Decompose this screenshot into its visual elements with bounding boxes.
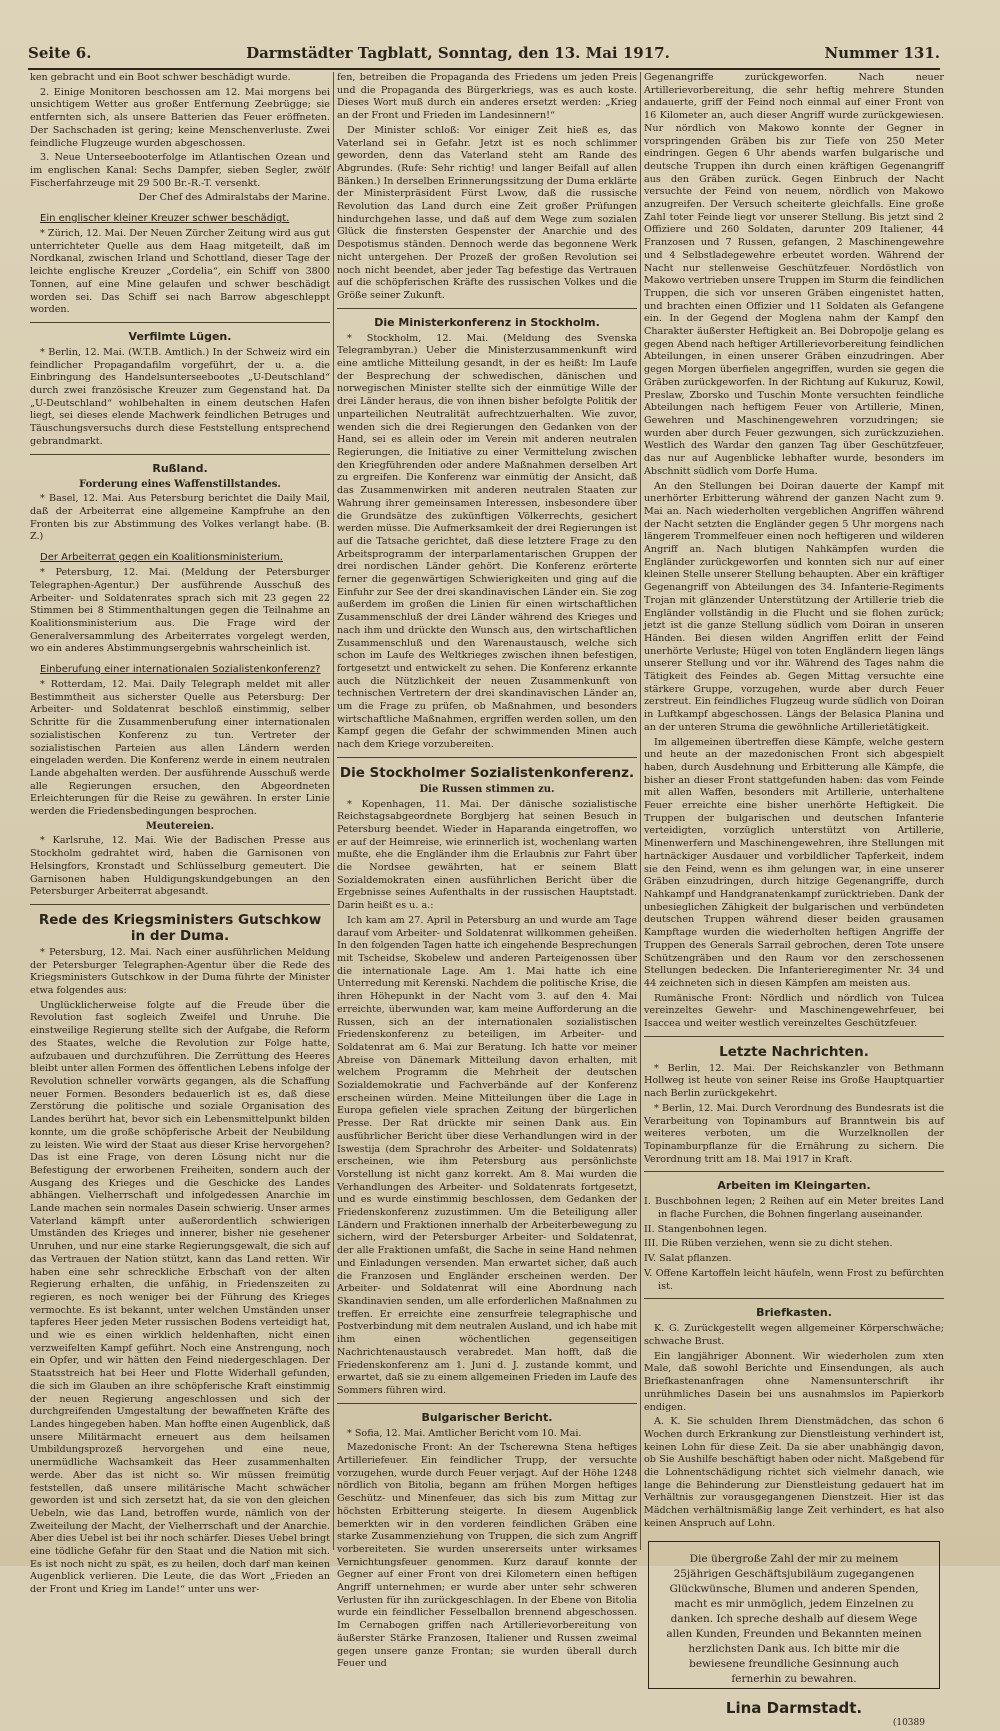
- paragraph: Mazedonische Front: An der Tscherewna Stena heftiges Artilleriefeuer. Ein feindlicher Trupp, der versuchte vorzugehen, wurde durch Feuer verjagt. Auf der Höhe 1248 nördlich von Bitolia, begann am frühen Morgen heftiges Geschütz- und Minenfeuer, das sich bis zum Mittag zur höchsten Erbitterung steigerte. In diesem Augenblick bemerkten wir in den vorderen feindlichen Gräben eine starke Zusammenziehung von Truppen, die sich zum Angriff vorbereiteten. Sie wurden unsererseits unter wirksames Vernichtungsfeuer genommen. Kurz darauf konnte der Gegner auf einer Front von drei Kilometern einen heftigen Angriff unternehmen; er wurde aber unter sehr schweren Verlusten für ihn zurückgeschlagen. In der Ebene von Bitolia wurde ein feindlicher Fesselballon brennend abgeschossen. Im Cernabogen griffen nach Artillerievorbereitung von äußerster Stärke Franzosen, Italiener und Russen zweimal gegen unsere ganze Frontan; sie wurden überall durch Feuer und: [337, 1442, 637, 1670]
- signature: Der Chef des Admiralstabs der Marine.: [138, 192, 330, 204]
- paragraph: * Berlin, 12. Mai. Durch Verordnung des Bundesrats ist die Verarbeitung von Topinamburs auf Branntwein bis auf weiteres verboten, um die Wurzelknollen der Topinamburpflanze für die Ernährung zu sichern. Die Verordnung tritt am 18. Mai 1917 in Kraft.: [644, 1102, 944, 1165]
- paragraph: fen, betreiben die Propaganda des Friedens um jeden Preis und die Propaganda des Bürgerkriegs, was es auch koste. Dieses Wort muß durch ein anderes ersetzt werden: „Krieg an der Front und Frieden im Landesinnern!“: [337, 72, 637, 122]
- paragraph: * Rotterdam, 12. Mai. Daily Telegraph meldet mit aller Bestimmtheit aus sicherster Quelle aus Petersburg: Der Arbeiter- und Soldatenrat beschloß einstimmig, selber Schritte für die Zusammenberufung einer internationalen sozialistischen Konferenz zu tun. Vertreter der sozialistischen Parteien aus allen Ländern werden eingeladen werden. Die Konferenz werde in einem neutralen Lande abgehalten werden. Der ausführende Ausschuß werde alle Regierungen ersuchen, den Abgeordneten Erleichterungen für die Reise zu gewähren. In erster Linie werden die Friedensbedingungen besprochen.: [30, 679, 330, 818]
- column-divider: [333, 72, 334, 1550]
- list-item: IV. Salat pflanzen.: [644, 1253, 732, 1265]
- subheading: Meutereien.: [145, 820, 215, 832]
- article-heading: Die Stockholmer Sozialistenkonferenz.: [339, 764, 635, 781]
- paragraph: Unglücklicherweise folgte auf die Freude über die Revolution fast sogleich Zweifel und Unruhe. Die einstweilige Regierung stellte sich der Aufgabe, die Reform des Staates, welche die Revolution zur Folge hatte, aufzubauen und durchzuführen. Die Zerrüttung des Heeres bleibt unter allen Formen des öffentlichen Lebens infolge der Revolution schneller vorwärts gegangen, als die Schaffung neuer Formen. Besonders bedauerlich ist es, daß diese Zerstörung die politische und soziale Organisation des Landes berührt hat, bevor sich ein Lebensmittelpunkt bilden konnte, um die große schöpferische Arbeit der Neubildung zu leisten. Wie wird der Staat aus dieser Krise hervorgehen? Das ist eine Frage, von deren Lösung nicht nur die Befestigung der erworbenen Freiheiten, sondern auch der Ausgang des Krieges und die Geschicke des Landes abhängen. Vielherrschaft und infolgedessen Anarchie im Lande machen sein normales Dasein schwierig. Unser armes Vaterland kämpft unter außerordentlich schwierigen Umständen des Krieges und innerer, bisher nie gesehener Unruhen, und nur eine starke Regierungsgewalt, die sich auf das Vertrauen der Nation stützt, kann das Land retten. Wir haben eine sehr schreckliche Erbschaft von der alten Regierung erhalten, die unfähig, in Friedenszeiten zu regieren, es noch weniger bei der Führung des Krieges vermochte. Es ist bekannt, unter welchen Umständen unser tapferes Heer jeden Meter russischen Bodens verteidigt hat, und wie es einen wirklich heldenhaften, nicht einen verzweifelten Kampf geführt. Noch eine Anstrengung, noch ein Opfer, und wir hätten den Feind niedergeschlagen. Der Staatsstreich hat bei Heer und Flotte Widerhall gefunden, die sich im Glauben an ihre schöpferische Kraft einstimmig der neuen Regierung angeschlossen und sich der durchgreifenden Umgestaltung der bewaffneten Kräfte des Landes hingegeben haben. Man hoffte einen Augenblick, daß unsere Militärmacht erneuert aus dem heilsamen Umbildungsprozeß hervorgehen und eine neue, unermüdliche Wachsamkeit das Heer zusammenhalten werde. Aber das ist nicht so. Wir müssen freimütig feststellen, daß unsere militärische Macht schwächer geworden ist und sich zersetzt hat, da sie von den gleichen Uebeln, wie das Land, betroffen wurde, nämlich von der Zweiteilung der Macht, der Vielherrschaft und der Anarchie. Aber dies Uebel ist bei ihr noch schärfer. Dieses Uebel bringt eine tödliche Gefahr für den Staat und die Nation mit sich. Es ist noch nicht zu spät, es zu heilen, doch darf man keinen Augenblick verlieren. Die Leute, die das Wort „Frieden an der Front und Krieg im Lande!“ unter uns wer-: [30, 999, 330, 1596]
- paragraph: * Petersburg, 12. Mai. (Meldung der Petersburger Telegraphen-Agentur.) Der ausführende Ausschuß des Arbeiter- und Soldatenrates sprach sich mit 23 gegen 22 Stimmen bei 8 Stimmenthaltungen gegen die Teilnahme an Koalitionsministerium aus. Die Frage wird der Generalversammlung des Arbeiterrates vorgelegt werden, wo ein anderes Abstimmungsergebnis wahrscheinlich ist.: [30, 567, 330, 655]
- paragraph: Gegenangriffe zurückgeworfen. Nach neuer Artillerievorbereitung, die sehr heftig mehrere Stunden andauerte, griff der Feind noch einmal auf einer Front von 16 Kilometer an, auch dieser Angriff wurde zurückgewiesen. Nur nördlich von Makowo konnte der Gegner in vorspringenden Gräben bis zur Tiefe von 250 Meter eindringen. Gegen 6 Uhr abends warfen bulgarische und deutsche Truppen ihn durch einen kräftigen Gegenangriff aus den Gräben zurück. Gegen Einbruch der Nacht versuchte der Feind von neuem, nördlich von Makowo anzugreifen. Der Versuch scheiterte gleichfalls. Eine große Zahl toter Feinde liegt vor unserer Stellung. Bis jetzt sind 2 Offiziere und 260 Soldaten, darunter 209 Italiener, 44 Franzosen und 7 Russen, gefangen, 2 Maschinengewehre und 4 Selbstladegewehre erbeutet worden. Während der Nacht nur stellenweise Geschützfeuer. Nordöstlich von Makowo vertrieben unsere Truppen im Sturm die feindlichen Truppen, die sich vor unseren Gräben eingenistet hatten, und brachten einen Offizier und 11 Soldaten als Gefangene ein. In der Gegend der Moglena nahm der Kampf den Charakter äußerster Heftigkeit an. Bei Dobropolje gelang es gegen Abend nach heftiger Artillerievorbereitung feindlichen Abteilungen, in einen unserer Gräben einzudringen. Aber gegen Morgen überfielen angegriffen, wurden sie gegen die Gräben zurückgeworfen. In der Richtung auf Kukuruz, Kowil, Preslaw, Zborsko und Tuschin Monte versuchten feindliche Abteilungen nach heftigem Feuer von Artillerie, Minen, Gewehren und Maschinengewehren vorzudringen; sie wurden aber durch Feuer gezwungen, sich zurückzuziehen. Westlich des Wardar den ganzen Tag über Geschützfeuer, das nur auf Augenblicke lebhafter wurde, besonders im Abschnitt südlich vom Dorfe Huma.: [644, 72, 944, 477]
- divider: [337, 1403, 637, 1404]
- paragraph: * Berlin, 12. Mai. Der Reichskanzler von Bethmann Hollweg ist heute von seiner Reise ins Große Hauptquartier nach Berlin zurückgekehrt.: [644, 1062, 944, 1100]
- article-heading: Letzte Nachrichten.: [719, 1043, 869, 1060]
- paragraph: * Petersburg, 12. Mai. Nach einer ausführlichen Meldung der Petersburger Telegraphen-Agentur über die Rede des Kriegsministers Gutschkow in der Duma führte der Minister etwa folgendes aus:: [30, 946, 330, 997]
- subheading: Die Russen stimmen zu.: [419, 783, 555, 795]
- paragraph: * Berlin, 12. Mai. (W.T.B. Amtlich.) In der Schweiz wird ein feindlicher Propagandafilm vorgeführt, der u. a. die Einbringung des Handelsunterseebootes „U-Deutschland“ durch zwei französische Kreuzer zum Gegenstand hat. Da „U-Deutschland“ wohlbehalten in einem deutschen Hafen liegt, sei dieses elende Machwerk feindlichen Betruges und Täuschungsversuchs durch diese Feststellung entsprechend gebrandmarkt.: [30, 346, 330, 447]
- divider: [337, 757, 637, 758]
- paragraph: Im allgemeinen übertreffen diese Kämpfe, welche gestern und heute an der mazedonischen Front sich abgespielt haben, durch Ausdehnung und Erbitterung alle Kämpfe, die bisher an dieser Front stattgefunden haben: das vom Feinde mit allen Waffen, besonders mit Artillerie, unterhaltene Feuer erreichte eine bisher unerhörte Heftigkeit. Die Truppen der bulgarischen und deutschen Infanterie verteidigten, vorzüglich unterstützt von Artillerie, Minenwerfern und Maschinengewehren, ihre Stellungen mit hartnäckiger Ausdauer und vorbildlicher Tapferkeit, indem sie den Feind, wenn es ihm gelungen war, in eine unserer Gräben einzudringen, durch hitzige Gegenangriffe, durch Nahkampf und Handgranatenkampf zurücktrieben. Dank der unbesieglichen Zähigkeit der bulgarischen und verbündeten deutschen Truppen während dieser beiden grausamen Kampftage wurden die wiederholten heftigen Angriffe der Truppen des Generals Sarrail gebrochen, deren Tote unsere Schützengräben und den Raum vor den zerschossenen Stellungen bedecken. Die Infanterieregimenter Nr. 34 und 44 zeichneten sich in diesen Kämpfen am meisten aus.: [644, 736, 944, 989]
- paragraph: An den Stellungen bei Doiran dauerte der Kampf mit unerhörter Erbitterung während der ganzen Nacht zum 9. Mai an. Nach wiederholten vergeblichen Angriffen während der Nacht setzten die Engländer gegen 5 Uhr morgens nach längerem Trommelfeuer einen noch heftigeren und wilderen Angriff an. Nach blutigen Nahkämpfen wurden die Engländer zurückgeworfen und konnten sich nur auf einer kleinen Stelle unserer Stellung behaupten. Aber ein kräftiger Gegenangriff von Abteilungen des 34. Infanterie-Regiments Trojan mit glänzender Unterstützung der Artillerie trieb die Engländer vollständig in die Flucht und sie flohen zurück; jetzt ist die ganze Stellung südlich vom Doiran in unseren Händen. Bei diesen wilden Angriffen erlitt der Feind unerhörte Verluste; Hügel von toten Engländern liegen längs unserer Stellung und vor ihr. Während des Tages nahm die Tätigkeit des Feindes ab. Gegen Mittag versuchte eine stärkere Gruppe, vorzugehen, wurde aber durch Feuer zerstreut. Ein feindliches Flugzeug wurde südlich von Doiran in Luftkampf abgeschossen. Längs der Belasica Planina und an der unteren Struma die gewöhnliche Artillerietätigkeit.: [644, 480, 944, 733]
- paragraph: Ich kam am 27. April in Petersburg an und wurde am Tage darauf vom Arbeiter- und Soldatenrat willkommen geheißen. In den folgenden Tagen hatte ich eingehende Besprechungen mit Tscheidse, Skobelew und anderen Parteigenossen über die internationale Lage. Am 1. Mai hatte ich eine Unterredung mit Kerenski. Nachdem die politische Krise, die ihren Höhepunkt in der Nacht vom 3. auf den 4. Mai erreichte, überwunden war, kam meine Aufforderung an die Russen, sich an der internationalen sozialistischen Friedenskonferenz zu beteiligen, im Arbeiter- und Soldatenrat am 6. Mai zur Beratung. Ich hatte vor meiner Abreise von Dänemark Mitteilung davon erhalten, mit welchem Programm die Mehrheit der deutschen Sozialdemokratie und Fachverbände auf der Konferenz erscheinen würden. Meine Mitteilungen über die Lage in Europa gefielen viele sprachen Zeitung der bürgerlichen Presse. Der Rat drückte mir seinen Dank aus. Ein ausführlicher Bericht über diese Verhandlungen wird in der Iswestija (dem Sprachrohr des Arbeiter- und Soldatenrats) erscheinen, wie ihm Petersburg aus persönlichste Vorstellung ist nicht ganz korrekt. Am 8. Mai wurden die Verhandlungen des Arbeiter- und Soldatenrats fortgesetzt, und es wurde einstimmig beschlossen, dem Gedanken der Friedenskonferenz zuzustimmen. Um die Beteiligung aller Ländern und Fraktionen innerhalb der Arbeiterbewegung zu sichern, wird der Petersburger Arbeiter- und Soldatenrat, der alle Fraktionen umfaßt, die Sache in seine Hand nehmen und Einladungen versenden. Man erwartet sicher, daß auch die Franzosen und Engländer erscheinen werden. Der Arbeiter- und Soldatenrat will eine Abordnung nach Skandinavien senden, um alle erforderlichen Maßnahmen zu treffen. Er erreichte eine zensurfreie telegraphische und Postverbindung mit dem neutralen Ausland, und ich habe mit ihm einen wöchentlichen gegenseitigen Nachrichtenaustausch verabredet. Man hofft, daß die Friedenskonferenz am 1. Juni d. J. zustande kommt, und erwartet, daß sie zu einem allgemeinen Frieden im Laufe des Sommers führen wird.: [337, 914, 637, 1396]
- article-heading: Die Ministerkonferenz in Stockholm.: [374, 315, 600, 329]
- advertiser-name: Lina Darmstadt.: [725, 1698, 863, 1717]
- advertisement-text: Die übergroße Zahl der mir zu meinem 25jährigen Geschäftsjubiläum zugegangenen Glückwünsche, Blumen und anderen Spenden, macht es mir unmöglich, jedem Einzelnen zu danken. Ich spreche deshalb auf diesem Wege allen Kunden, Freunden und Bekannten meinen herzlichsten Dank aus. Ich bitte mir die bewiesene freundliche Gesinnung auch fernerhin zu bewahren.: [666, 1552, 922, 1685]
- paragraph: 3. Neue Unterseebooterfolge im Atlantischen Ozean und im englischen Kanal: Sechs Dampfer, sieben Segler, zwölf Fischerfahrzeuge mit 29 500 Br.-R.-T. versenkt.: [30, 152, 330, 189]
- list-item: III. Die Rüben verziehen, wenn sie zu dicht stehen.: [644, 1238, 893, 1250]
- divider: [644, 1298, 944, 1299]
- subheading: Forderung eines Waffenstillstandes.: [79, 478, 281, 490]
- article-heading: Verfilmte Lügen.: [128, 329, 232, 343]
- article-heading: Rußland.: [152, 461, 208, 475]
- paragraph: * Stockholm, 12. Mai. (Meldung des Svenska Telegrambyran.) Ueber die Ministerzusammenkunft wird eine amtliche Mitteilung gesandt, in der es heißt: Im Laufe der Besprechung der schwedischen, dänischen und norwegischen Minister stellte sich der einmütige Wille der drei Länder heraus, die von ihnen bisher befolgte Politik der unparteilichen Neutralität aufrechtzuerhalten. Wie zuvor, wenden sich die drei Regierungen den Gedanken von der Hand, sei es allein oder im Verein mit anderen neutralen Regierungen, die Initiative zu einer Vermittelung zwischen den Kriegführenden oder andere Maßnahmen derselben Art zu ergreifen. Die Konferenz war einmütig der Ansicht, daß das Zusammenwirken mit anderen neutralen Staaten zur Wahrung ihrer gemeinsamen Interessen, insbesondere über die Grundsätze des zukünftigen Völkerrechts, gesichert werden müsse. Die Aufmerksamkeit der drei Regierungen ist auf die Tatsache gerichtet, daß diese letztere Frage zu den Arbeitsprogramm der interparlamentarischen Gruppen der drei nordischen Länder gehört. Die Konferenz erörterte ferner die gegenwärtigen Schwierigkeiten und ging auf die Einfuhr zur See der drei skandinavischen Länder ein. Sie zog außerdem im großen die Linien für einen wirtschaftlichen Zusammenschluß der drei Länder während des Krieges und nach ihm und drückte den Wunsch aus, den wirtschaftlichen Zusammenschluß und den Warenaustausch, welche sich schon im Laufe des Weltkrieges zwischen ihnen befestigen, fortgesetzt und entwickelt zu sehen. Die Konferenz erkannte auch die Nützlichkeit der neuen Zusammenkunft von technischen Vertretern der drei skandinavischen Länder an, um die Frage zu prüfen, ob Maßnahmen, und besonders wirtschaftliche Maßnahmen, ergriffen werden sollen, um den Kampf gegen die Gefahr der schwimmenden Minen auch nach dem Kriege vorzubereiten.: [337, 332, 637, 751]
- paragraph: A. K. Sie schulden Ihrem Dienstmädchen, das schon 6 Wochen durch Erkrankung zur Dienstleistung verhindert ist, keinen Lohn für diese Zeit. Da sie aber unabhängig davon, ob Sie Aushilfe beschäftigt haben oder nicht. Maßgebend für die Lohnentschädigung richtet sich vielmehr danach, wie lange die Behinderung zur Dienstleistung gedauert hat im Verhältnis zur vorausgegangenen Dienstzeit. Hier ist das Mädchen verhältnismäßig lange Zeit verhindert, es hat also keinen Anspruch auf Lohn.: [644, 1416, 944, 1529]
- article-heading: Bulgarischer Bericht.: [421, 1410, 553, 1424]
- column-divider: [640, 72, 641, 1550]
- ad-reference-code: (10389: [892, 1717, 925, 1728]
- divider: [30, 454, 330, 455]
- divider: [30, 904, 330, 905]
- paragraph: ken gebracht und ein Boot schwer beschädigt wurde.: [30, 72, 291, 83]
- article-heading: Arbeiten im Kleingarten.: [717, 1179, 871, 1193]
- paragraph: * Kopenhagen, 11. Mai. Der dänische sozialistische Reichstagsabgeordnete Borgbjerg hat seinen Besuch in Petersburg beendet. Wieder in Haparanda eingetroffen, wo er auf der Heimreise, wie erinnerlich ist, wochenlang warten mußte, ehe die Engländer ihm die Erlaubnis zur Fahrt über die Nordsee gewährten, hat er seinem Blatt Sozialdemokraten einen ausführlichen Bericht über die Ergebnisse seines Aufenthalts in der russischen Hauptstadt. Darin heißt es u. a.:: [337, 798, 637, 912]
- article-heading: Rede des Kriegsministers Gutschkow in der Duma.: [38, 911, 322, 944]
- paragraph: * Sofia, 12. Mai. Amtlicher Bericht vom 10. Mai.: [347, 1427, 582, 1439]
- divider: [337, 308, 637, 309]
- list-item: II. Stangenbohnen legen.: [644, 1223, 767, 1235]
- garden-list: [644, 1196, 944, 1293]
- paragraph: * Karlsruhe, 12. Mai. Wie der Badischen Presse aus Stockholm gedrahtet wird, haben die Garnisonen von Helsingfors, Kronstadt und Schlüsselburg gemeutert. Die Garnisonen haben Huldigungskundgebungen an den Petersburger Arbeiterrat abgesandt.: [30, 835, 330, 898]
- page-number: Seite 6.: [28, 44, 92, 62]
- subheading: Der Arbeiterrat gegen ein Koalitionsministerium.: [40, 552, 283, 564]
- masthead-date: Darmstädter Tagblatt, Sonntag, den 13. Mai 1917.: [246, 44, 670, 62]
- column-1: [30, 72, 330, 1596]
- paragraph: Rumänische Front: Nördlich und nördlich von Tulcea vereinzeltes Gewehr- und Maschinengewehrfeuer, bei Isaccea und weiter westlich vereinzeltes Geschützfeuer.: [644, 992, 944, 1030]
- paragraph: Ein langjähriger Abonnent. Wir wiederholen zum xten Male, daß sowohl Berichte und Einsendungen, als auch Briefkastenanfragen ohne Namensunterschrift ihr unrühmliches Dasein bei uns ausnahmslos im Papierkorb endigen.: [644, 1350, 944, 1413]
- list-item: V. Offene Kartoffeln leicht häufeln, wenn Frost zu befürchten ist.: [644, 1267, 944, 1292]
- column-3: [644, 72, 944, 1728]
- paragraph: Der Minister schloß: Vor einiger Zeit hieß es, das Vaterland sei in Gefahr. Jetzt ist es noch schlimmer geworden, denn das Vaterland steht am Rande des Abgrundes. (Rufe: Sehr richtig! und langer Beifall auf allen Bänken.) In derselben Erinnerungssitzung der Duma erklärte der Ministerpräsident Fürst Lwow, daß die russische Revolution das Land durch eine Zeit großer Prüfungen hindurchgehen lasse, und daß auf dem Wege zum sozialen Glück die finstersten Gespenster der Anarchie und des Despotismus ständen. Dennoch werde das begonnene Werk nicht untergehen. Der Prozeß der großen Revolution sei noch nicht beendet, aber jeder Tag befestige das Vertrauen auf die schöpferischen Kräfte des russischen Volkes und die Größe seiner Zukunft.: [337, 124, 637, 301]
- column-2: [337, 72, 637, 1670]
- divider: [644, 1171, 944, 1172]
- divider: [30, 322, 330, 323]
- article-heading: Briefkasten.: [756, 1306, 832, 1320]
- paragraph: * Basel, 12. Mai. Aus Petersburg berichtet die Daily Mail, daß der Arbeiterrat eine allgemeine Kampfruhe an den Fronten bis zur Abstimmung des Volkes verlangt habe. (B. Z.): [30, 493, 330, 543]
- paragraph: K. G. Zurückgestellt wegen allgemeiner Körperschwäche; schwache Brust.: [644, 1323, 944, 1347]
- paragraph: * Zürich, 12. Mai. Der Neuen Zürcher Zeitung wird aus gut unterrichteter Quelle aus dem Haag mitgeteilt, daß im Nordkanal, zwischen Irland und Schottland, dieser Tage der leichte englische Kreuzer „Cordelia“, ein Schiff von 3800 Tonnen, auf eine Mine gelaufen und schwer beschädigt worden sei. Das Schiff sei nach Barrow abgeschleppt worden.: [30, 228, 330, 316]
- advertisement-box: [648, 1541, 940, 1728]
- paragraph: 2. Einige Monitoren beschossen am 12. Mai morgens bei unsichtigem Wetter aus großer Entfernung Zeebrügge; sie entfernten sich, als unsere Batterien das Feuer eröffneten. Der Sachschaden ist gering; keine Menschenverluste. Zwei feindliche Flugzeuge wurden abgeschossen.: [30, 86, 330, 149]
- subheading: Einberufung einer internationalen Sozialistenkonferenz?: [40, 664, 321, 676]
- issue-number: Nummer 131.: [824, 44, 940, 62]
- divider: [644, 1036, 944, 1037]
- subheading: Ein englischer kleiner Kreuzer schwer beschädigt.: [40, 213, 290, 225]
- list-item: I. Buschbohnen legen; 2 Reihen auf ein Meter breites Land in flache Furchen, die Bohnen fingerlang auseinander.: [644, 1196, 944, 1221]
- header-rule: [28, 68, 940, 70]
- page-header: [28, 44, 940, 68]
